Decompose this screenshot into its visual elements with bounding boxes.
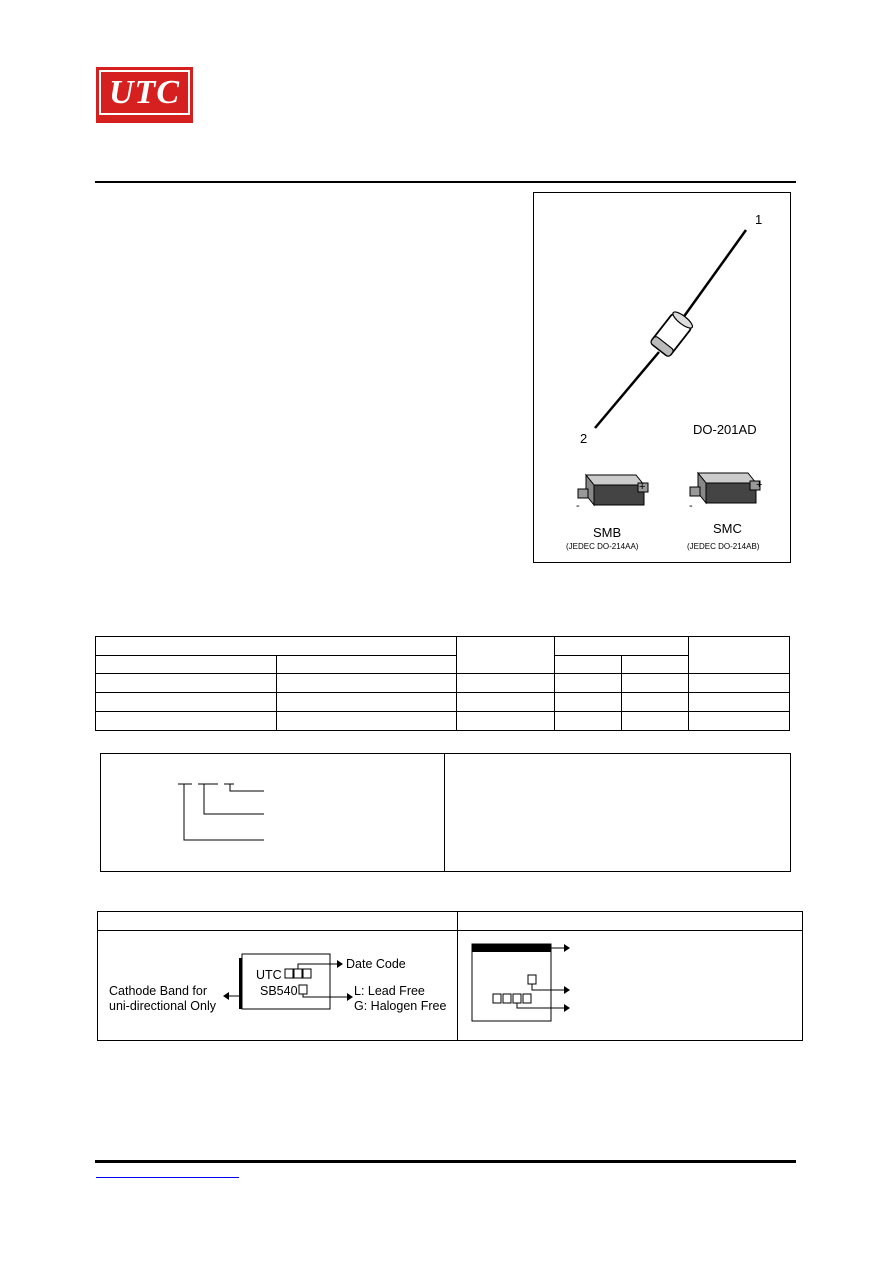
table-header-cell [457, 637, 555, 674]
do201ad-label: DO-201AD [693, 422, 757, 437]
chip-marking-utc: UTC [256, 968, 282, 982]
table-row [96, 712, 790, 731]
table-row [96, 693, 790, 712]
halogen-free-label: G: Halogen Free [354, 999, 447, 1013]
cathode-band-label-line1: Cathode Band for [109, 984, 207, 998]
date-code-label: Date Code [346, 957, 406, 971]
cathode-band-label-line2: uni-directional Only [109, 999, 216, 1013]
chip-marking-part: SB540 [260, 984, 298, 998]
header-rule [95, 181, 796, 183]
marking-diagrams [97, 911, 803, 1041]
smb-plus: + [639, 481, 646, 493]
table-header-cell [555, 637, 689, 656]
ordering-table [95, 636, 790, 731]
smc-jedec: (JEDEC DO-214AB) [687, 542, 760, 551]
part-number-diagram [100, 753, 444, 872]
lead-free-label: L: Lead Free [354, 984, 425, 998]
table-header-cell [96, 656, 277, 674]
table-header-cell [96, 637, 457, 656]
website-link[interactable] [96, 1177, 239, 1178]
part-number-divider [444, 753, 445, 872]
table-header-cell [555, 656, 622, 674]
table-subheader-row [96, 656, 790, 674]
table-header-cell [276, 656, 457, 674]
logo-text: UTC [109, 73, 180, 111]
table-header-cell [622, 656, 689, 674]
table-row [96, 674, 790, 693]
smb-package-shape [578, 475, 648, 505]
utc-logo [96, 67, 193, 123]
smc-minus: - [689, 500, 693, 512]
footer-rule [95, 1160, 796, 1163]
smc-plus: + [756, 479, 763, 491]
pin-1-label: 1 [755, 212, 763, 227]
smb-label: SMB [593, 525, 622, 540]
smb-minus: - [576, 500, 580, 512]
pin-2-label: 2 [580, 431, 588, 446]
smc-package-shape [690, 473, 763, 503]
table-header-cell [689, 637, 790, 674]
smc-label: SMC [713, 521, 742, 536]
package-drawings [533, 192, 791, 563]
smb-jedec: (JEDEC DO-214AA) [566, 542, 639, 551]
table-header-row [96, 637, 790, 656]
